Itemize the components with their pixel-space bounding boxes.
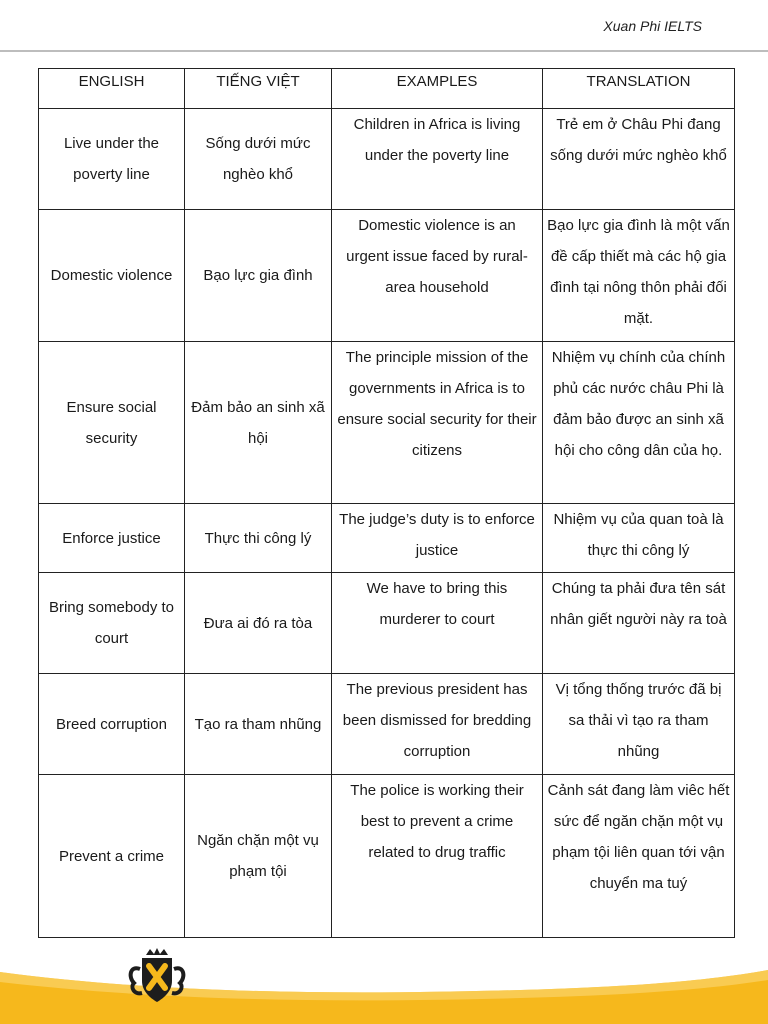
table-row xyxy=(39,504,735,573)
column-header-english: ENGLISH xyxy=(39,69,185,109)
english-term: Ensure social security xyxy=(39,342,185,504)
example-sentence: The previous president has been dismissed for bredding corruption xyxy=(332,674,543,775)
table-row xyxy=(39,775,735,938)
vietnamese-term: Ngăn chặn một vụ phạm tội xyxy=(185,775,332,938)
vietnamese-term: Đưa ai đó ra tòa xyxy=(185,573,332,674)
shield-crown-x-icon xyxy=(126,947,188,1005)
table-row xyxy=(39,573,735,674)
example-sentence: We have to bring this murderer to court xyxy=(332,573,543,674)
column-header-vietnamese: TIẾNG VIỆT xyxy=(185,69,332,109)
table-row xyxy=(39,210,735,342)
column-header-examples: EXAMPLES xyxy=(332,69,543,109)
example-sentence: The judge’s duty is to enforce justice xyxy=(332,504,543,573)
table-row xyxy=(39,109,735,210)
english-term: Live under the poverty line xyxy=(39,109,185,210)
table-row xyxy=(39,674,735,775)
english-term: Breed corruption xyxy=(39,674,185,775)
english-term: Prevent a crime xyxy=(39,775,185,938)
vietnamese-term: Đảm bảo an sinh xã hội xyxy=(185,342,332,504)
vietnamese-term: Bạo lực gia đình xyxy=(185,210,332,342)
translation-sentence: Trẻ em ở Châu Phi đang sống dưới mức nghèo khổ xyxy=(543,109,735,210)
translation-sentence: Cảnh sát đang làm viêc hết sức để ngăn chặn một vụ phạm tội liên quan tới vận chuyển ma tuý xyxy=(543,775,735,938)
brand-header: Xuan Phi IELTS xyxy=(603,18,702,34)
example-sentence: The police is working their best to prevent a crime related to drug traffic xyxy=(332,775,543,938)
example-sentence: Domestic violence is an urgent issue faced by rural-area household xyxy=(332,210,543,342)
example-sentence: The principle mission of the governments in Africa is to ensure social security for their citizens xyxy=(332,342,543,504)
english-term: Enforce justice xyxy=(39,504,185,573)
translation-sentence: Bạo lực gia đình là một vấn đề cấp thiết mà các hộ gia đình tại nông thôn phải đối mặt. xyxy=(543,210,735,342)
vietnamese-term: Tạo ra tham nhũng xyxy=(185,674,332,775)
english-term: Domestic violence xyxy=(39,210,185,342)
translation-sentence: Chúng ta phải đưa tên sát nhân giết người này ra toà xyxy=(543,573,735,674)
vietnamese-term: Sống dưới mức nghèo khổ xyxy=(185,109,332,210)
table-header-row xyxy=(39,69,735,109)
table-row xyxy=(39,342,735,504)
vietnamese-term: Thực thi công lý xyxy=(185,504,332,573)
vocabulary-table xyxy=(38,68,735,938)
example-sentence: Children in Africa is living under the poverty line xyxy=(332,109,543,210)
translation-sentence: Nhiệm vụ chính của chính phủ các nước châu Phi là đảm bảo được an sinh xã hội cho công dân của họ. xyxy=(543,342,735,504)
translation-sentence: Vị tổng thống trước đã bị sa thải vì tạo ra tham nhũng xyxy=(543,674,735,775)
footer-accent-band xyxy=(0,960,768,1024)
english-term: Bring somebody to court xyxy=(39,573,185,674)
translation-sentence: Nhiệm vụ của quan toà là thực thi công lý xyxy=(543,504,735,573)
column-header-translation: TRANSLATION xyxy=(543,69,735,109)
header-divider xyxy=(0,50,768,52)
